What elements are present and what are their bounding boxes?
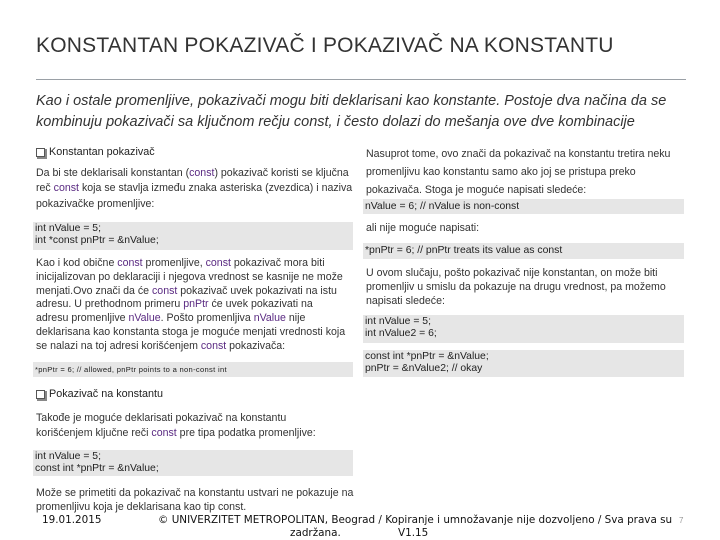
intro-text: Kao i ostale promenljive, pokazivači mogu biti deklarisani kao konstante. Postoje dva načina da se kombinuju pokazivači sa ključnom rečju const, i često dolazi do mešanja ove dve kombinacije [36, 93, 667, 130]
keyword: nValue [253, 312, 286, 325]
keyword: nValue [128, 312, 161, 325]
paragraph-right-explanation: U ovom slučaju, pošto pokazivač nije konstantan, on može biti promenljiv u smislu da pokazuje na drugu vrednost, pa možemo napisati sledeće: [366, 267, 666, 307]
footer-copyright: © UNIVERZITET METROPOLITAN, Beograd / Kopiranje i umnožavanje nije dozvoljeno / Sva prava su [158, 514, 673, 526]
code-line: pnPtr = &nValue2; // okay [365, 363, 483, 374]
code-block-nvalue: nValue = 6; // nValue is non-const [363, 199, 684, 214]
keyword: pnPtr [183, 298, 209, 311]
code-block-two-values [363, 315, 684, 343]
paragraph-note [36, 486, 354, 514]
keyword: const [151, 427, 177, 440]
text-run: Može se primetiti da pokazivač na konstantu ustvari ne pokazuje na promenljivu koja je deklarisana kao tip [36, 487, 354, 513]
code-line: int nValue2 = 6; [365, 328, 437, 339]
code-line: int nValue = 5; [35, 223, 101, 234]
text-run: pre tipa podatka promenljive: [176, 427, 316, 440]
text-run: . [243, 501, 247, 513]
footer-rights: zadržana. [290, 527, 341, 539]
code-block-pointer-to-const [33, 450, 353, 476]
footer-date: 19.01.2015 [42, 514, 102, 526]
text-run: . Pošto promenljiva [160, 312, 254, 325]
text-run: pokazivač uvek pokazivati na istu adresu. U prethodnom primeru [36, 284, 337, 311]
paragraph-not-possible: ali nije moguće napisati: [366, 222, 480, 234]
keyword: const [217, 501, 244, 513]
text-run: Da bi ste deklarisali konstantan ( [36, 167, 190, 179]
code-line: int *const pnPtr = &nValue; [35, 235, 159, 246]
section-heading-label: Pokazivač na konstantu [49, 388, 164, 400]
text-run: Takođe je moguće deklarisati pokazivač na konstantu korišćenjem ključne reči [36, 412, 287, 440]
text-run: će uvek pokazivati na adresu promenljive [36, 298, 313, 325]
code-block-allowed: *pnPtr = 6; // allowed, pnPtr points to a non-const int [33, 362, 353, 377]
footer-version: V1.15 [398, 527, 429, 539]
section-heading-const-pointer [36, 146, 155, 158]
slide-title: KONSTANTAN POKAZIVAČ I POKAZIVAČ NA KONSTANTU [36, 34, 614, 57]
checkbox-bullet-icon [36, 148, 45, 157]
checkbox-bullet-icon [36, 390, 45, 399]
keyword: const [189, 167, 215, 179]
code-line: const int *pnPtr = &nValue; [35, 463, 159, 474]
text-run: ) pokazivač koristi se ključna reč [36, 167, 349, 195]
section-heading-pointer-to-const [36, 388, 163, 400]
title-divider [36, 79, 686, 80]
code-block-const-pointer [33, 222, 353, 250]
keyword: const [200, 339, 227, 352]
paragraph-const-pointer-explanation [36, 257, 348, 354]
paragraph-const-pointer [36, 166, 358, 212]
keyword: const [117, 257, 143, 269]
text-run: koja se stavlja između znaka asteriska (zvezdica) i naziva pokazivačke promenljive: [36, 182, 353, 210]
text-run: pokazivača: [226, 339, 286, 352]
paragraph-pointer-to-const [36, 411, 336, 442]
keyword: const [152, 284, 178, 297]
code-line: int nValue = 5; [365, 316, 431, 327]
page-number: 7 [679, 516, 684, 525]
code-line: const int *pnPtr = &nValue; [365, 351, 489, 362]
code-line: int nValue = 5; [35, 451, 101, 462]
text-run: promenljive, [142, 257, 206, 269]
paragraph-right-intro: Nasuprot tome, ovo znači da pokazivač na konstantu tretira neku promenljivu kao konstantu samo ako joj se pristupa preko pokazivača. Stoga je moguće napisati sledeće: [366, 148, 671, 196]
code-block-reassign [363, 350, 684, 377]
text-run: nije deklarisana kao konstanta stoga je moguće menjati vrednosti koja se nalazi na toj adresi korišćenjem [36, 312, 346, 352]
section-heading-label: Konstantan pokazivač [49, 146, 155, 158]
keyword: const [205, 257, 231, 269]
text-run: pokazivač mora biti inicijalizovan po deklaraciji i njegova vrednost se kasnije ne može menjati.Ovo znači da će [36, 257, 343, 297]
code-block-not-allowed: *pnPtr = 6; // pnPtr treats its value as const [363, 243, 684, 259]
keyword: const [53, 182, 79, 195]
text-run: Kao i kod obične [36, 257, 118, 269]
